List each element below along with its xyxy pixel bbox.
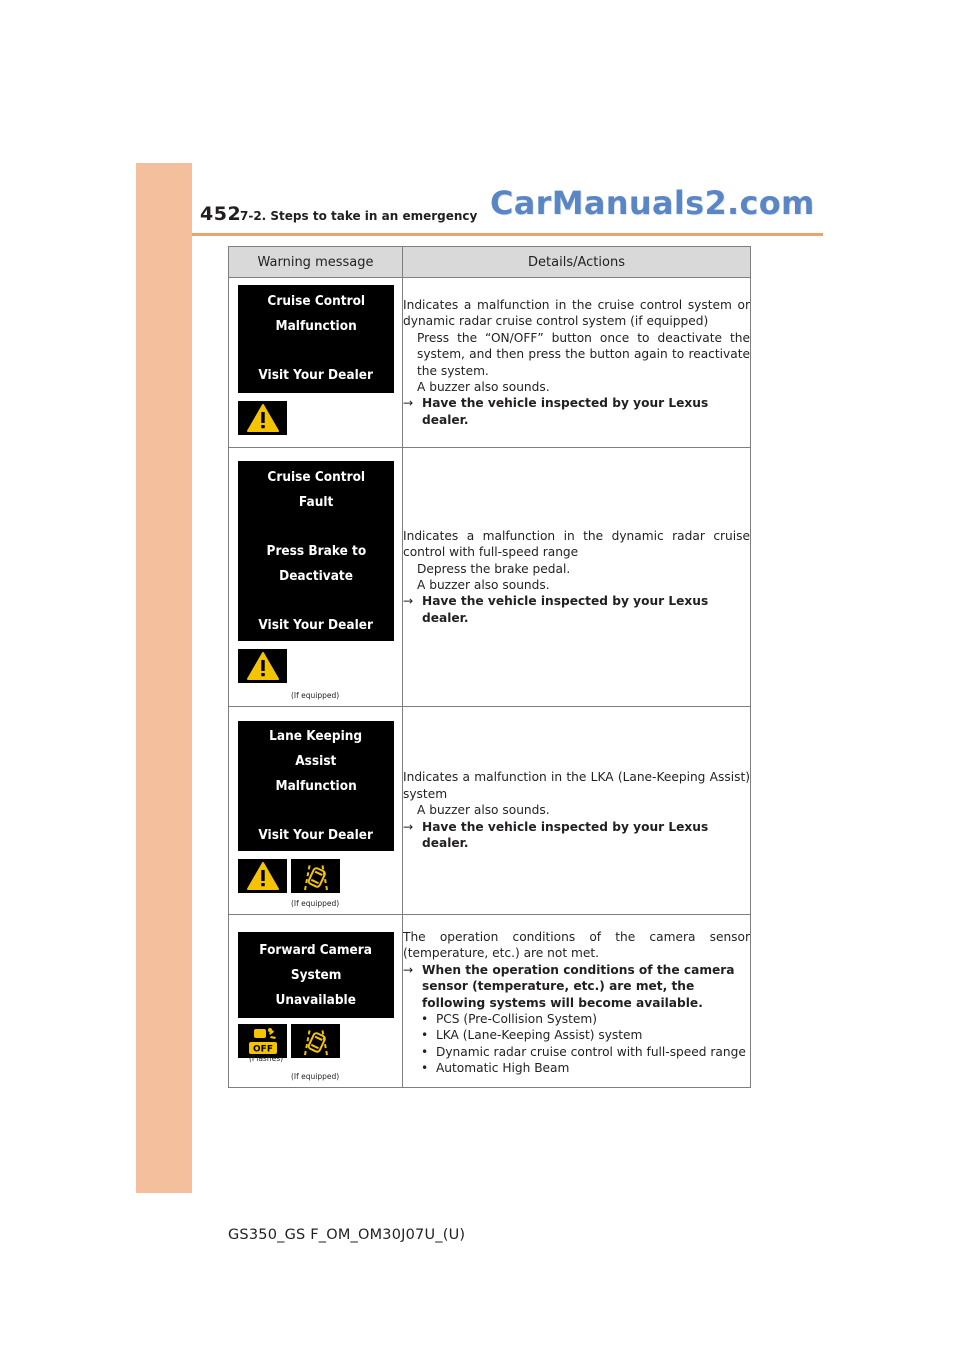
warning-image-cell: [229, 448, 403, 707]
details-cell: [403, 278, 751, 448]
watermark: CarManuals2.com: [490, 184, 815, 222]
flashes-note: (Flashes): [249, 1054, 284, 1063]
details-cell: [403, 448, 751, 707]
screen-line: Press Brake to: [266, 542, 366, 559]
table-row: [229, 278, 751, 448]
lane-keeping-assist-icon: [291, 1024, 340, 1058]
svg-text:OFF: OFF: [252, 1044, 273, 1055]
display-message-screen: [238, 721, 394, 851]
details-action: → When the operation conditions of the camera sensor (temperature, etc.) are met, the following systems will become available.: [403, 962, 735, 1010]
details-action: → Have the vehicle inspected by your Lexus dealer.: [403, 396, 709, 427]
column-header-details-actions: Details/Actions: [403, 247, 751, 278]
details-intro: The operation conditions of the camera sensor (temperature, etc.) are not met.: [403, 930, 750, 961]
pcs-off-icon: [238, 1024, 287, 1058]
screen-line: Visit Your Dealer: [258, 826, 374, 843]
list-item: • Dynamic radar cruise control with full-speed range: [421, 1044, 746, 1059]
if-equipped-note: (If equipped): [291, 691, 340, 700]
screen-line: Forward Camera: [259, 941, 373, 958]
screen-line: System: [290, 966, 342, 983]
screen-line: Cruise Control: [267, 293, 365, 309]
details-action: → Have the vehicle inspected by your Lexus dealer.: [403, 819, 709, 851]
table-row: [229, 707, 751, 915]
screen-line: Deactivate: [279, 567, 353, 584]
warning-image-cell: [229, 915, 403, 1088]
details-indented: A buzzer also sounds.: [417, 379, 550, 394]
screen-line: Cruise Control: [267, 468, 365, 485]
screen-line: Fault: [298, 493, 334, 510]
details-indented: Depress the brake pedal.: [417, 561, 571, 576]
if-equipped-note: (If equipped): [291, 899, 340, 908]
page-number: 452: [200, 203, 242, 225]
table-row: [229, 448, 751, 707]
list-item: • Automatic High Beam: [421, 1061, 570, 1076]
details-indented: Press the “ON/OFF” button once to deactivate the system, and then press the button again to reactivate the system.: [417, 330, 750, 378]
screen-line: Visit Your Dealer: [258, 616, 374, 633]
list-item: • LKA (Lane-Keeping Assist) system: [421, 1028, 643, 1043]
screen-line: Malfunction: [275, 777, 357, 794]
document-code-footer: GS350_GS F_OM_OM30J07U_(U): [228, 1227, 466, 1243]
table-header-row: [229, 247, 751, 278]
warning-triangle-icon: [238, 649, 287, 683]
lane-keeping-assist-icon: [291, 859, 340, 893]
warning-image-cell: [229, 278, 403, 448]
details-indented: A buzzer also sounds.: [417, 803, 550, 818]
screen-line: Assist: [295, 752, 337, 769]
details-cell: [403, 915, 751, 1088]
list-item: • PCS (Pre-Collision System): [421, 1012, 598, 1027]
display-message-screen: [238, 461, 394, 641]
header-rule: [192, 233, 823, 236]
details-intro: Indicates a malfunction in the cruise control system or dynamic radar cruise control system (if equipped): [403, 297, 750, 329]
screen-line: Malfunction: [275, 318, 357, 334]
screen-line: Lane Keeping: [269, 727, 363, 744]
warning-message-table: [228, 246, 751, 1088]
column-header-warning-message: Warning message: [229, 247, 403, 278]
display-message-screen: [238, 932, 394, 1018]
if-equipped-note: (If equipped): [291, 1072, 340, 1081]
screen-line: Unavailable: [275, 991, 357, 1008]
warning-triangle-icon: [238, 859, 287, 893]
details-intro: Indicates a malfunction in the LKA (Lane-Keeping Assist) system: [403, 770, 750, 801]
table-row: [229, 915, 751, 1088]
screen-line: Visit Your Dealer: [258, 367, 374, 383]
chapter-tab-sidebar: [136, 163, 192, 1193]
details-action: → Have the vehicle inspected by your Lexus dealer.: [403, 594, 709, 625]
details-intro: Indicates a malfunction in the dynamic radar cruise control with full-speed range: [403, 528, 750, 560]
details-indented: A buzzer also sounds.: [417, 578, 550, 592]
details-cell: [403, 707, 751, 915]
warning-image-cell: [229, 707, 403, 915]
warning-triangle-icon: [238, 401, 287, 435]
section-title: 7-2. Steps to take in an emergency: [240, 209, 478, 223]
display-message-screen: [238, 285, 394, 393]
